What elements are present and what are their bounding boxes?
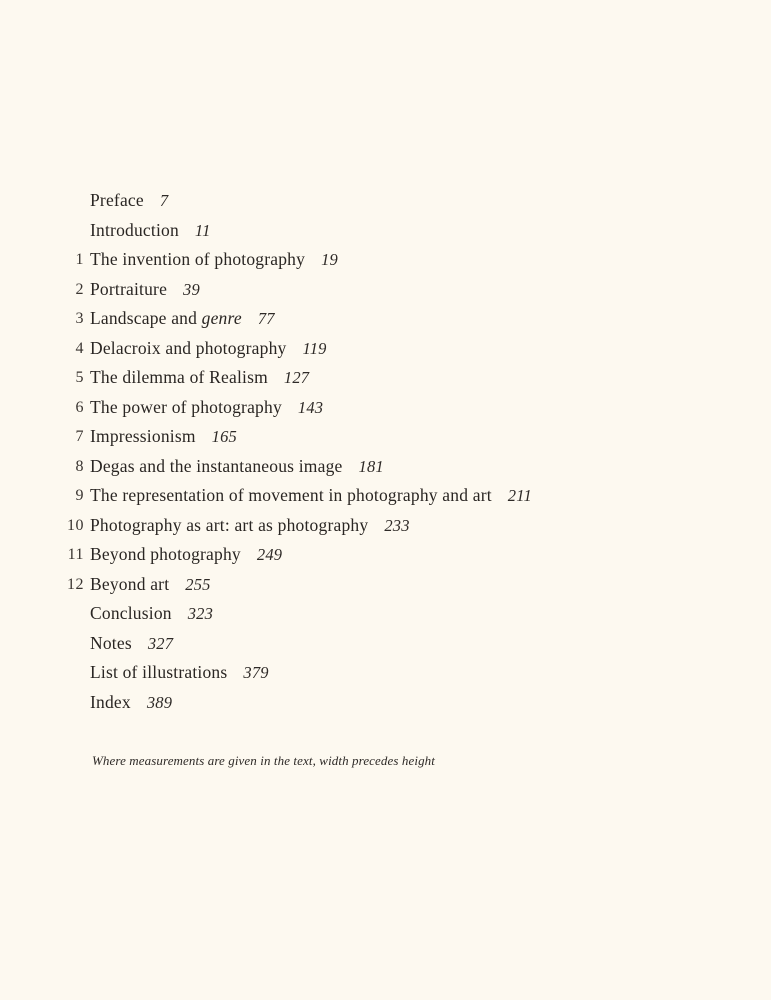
chapter-number: 5	[75, 369, 84, 386]
page-number: 379	[243, 663, 269, 682]
entry-title-line	[90, 275, 200, 305]
entry-title: Beyond art	[90, 573, 170, 594]
chapter-number: 9	[75, 487, 84, 504]
entry-title-line	[90, 245, 338, 275]
entry-title-line	[90, 334, 327, 364]
entry-title: The representation of movement in photography and art	[90, 485, 492, 505]
entry-title: Portraiture	[90, 278, 168, 299]
entry-title: Introduction	[90, 219, 179, 240]
entry-title-line	[90, 452, 384, 482]
chapter-number: 6	[75, 398, 84, 416]
chapter-number: 8	[75, 457, 84, 475]
entry-title-line	[90, 422, 237, 452]
entry-title-line	[90, 570, 211, 600]
page-number: 19	[321, 250, 338, 269]
toc-entry-chapter-3	[0, 304, 771, 334]
chapter-number: 2	[75, 280, 84, 298]
chapter-number: 3	[75, 310, 84, 327]
toc-entry-index	[0, 688, 771, 718]
page-number: 233	[384, 515, 410, 535]
entry-title: Notes	[90, 632, 132, 653]
table-of-contents	[0, 186, 771, 717]
page-number: 255	[185, 574, 211, 594]
page-number: 7	[159, 191, 169, 210]
toc-entry-chapter-11	[0, 540, 771, 570]
page-number: 249	[256, 545, 283, 564]
chapter-number: 1	[75, 251, 84, 268]
page-number: 211	[507, 486, 532, 505]
toc-entry-chapter-9	[0, 481, 771, 511]
chapter-number: 12	[67, 575, 84, 593]
page-number: 11	[194, 220, 211, 240]
page-number: 165	[211, 427, 238, 446]
entry-title-line	[90, 540, 282, 570]
page-number: 327	[147, 633, 174, 653]
chapter-number: 7	[75, 428, 84, 445]
entry-title-line	[90, 363, 309, 393]
measurement-note: Where measurements are given in the text, width precedes height	[92, 753, 435, 768]
page-number: 143	[297, 397, 324, 417]
page-number: 39	[183, 279, 200, 299]
entry-title: Beyond photography	[90, 544, 241, 564]
page-number: 323	[187, 604, 214, 623]
chapter-number: 10	[67, 516, 84, 534]
entry-title: Degas and the instantaneous image	[90, 455, 343, 476]
entry-title: Landscape and	[90, 308, 202, 328]
page-number: 127	[283, 368, 310, 387]
entry-title: The dilemma of Realism	[90, 367, 268, 387]
entry-title: Index	[90, 691, 131, 712]
toc-entry-chapter-6	[0, 393, 771, 423]
page-number: 389	[146, 692, 173, 712]
entry-title-italic: genre	[201, 308, 242, 328]
page-number: 181	[358, 456, 384, 476]
toc-entry-notes	[0, 629, 771, 659]
entry-title-line	[90, 599, 213, 629]
page-number: 119	[302, 338, 327, 358]
toc-entry-chapter-1	[0, 245, 771, 275]
toc-entry-chapter-7	[0, 422, 771, 452]
entry-title-line	[90, 481, 532, 511]
entry-title: Conclusion	[90, 603, 172, 623]
entry-title-line	[90, 629, 173, 659]
toc-entry-chapter-5	[0, 363, 771, 393]
chapter-number: 4	[75, 339, 84, 357]
toc-entry-chapter-12	[0, 570, 771, 600]
toc-entry-conclusion	[0, 599, 771, 629]
toc-entry-chapter-4	[0, 334, 771, 364]
entry-title-line	[90, 304, 275, 334]
entry-title: The invention of photography	[90, 249, 306, 269]
entry-title-line	[90, 688, 172, 718]
toc-entry-list-of-illustrations	[0, 658, 771, 688]
entry-title-line	[90, 186, 168, 216]
entry-title: Photography as art: art as photography	[90, 514, 369, 535]
entry-title: The power of photography	[90, 396, 282, 417]
entry-title-line	[90, 216, 211, 246]
toc-entry-chapter-8	[0, 452, 771, 482]
entry-title: Preface	[90, 190, 144, 210]
entry-title-line	[90, 393, 323, 423]
entry-title-line	[90, 511, 410, 541]
toc-entry-chapter-2	[0, 275, 771, 305]
entry-title-line	[90, 658, 269, 688]
entry-title: Delacroix and photography	[90, 337, 287, 358]
page-number: 77	[257, 309, 275, 328]
toc-entry-chapter-10	[0, 511, 771, 541]
toc-entry-introduction	[0, 216, 771, 246]
chapter-number: 11	[67, 546, 84, 563]
toc-entry-preface	[0, 186, 771, 216]
entry-title: List of illustrations	[90, 662, 228, 682]
entry-title: Impressionism	[90, 426, 196, 446]
